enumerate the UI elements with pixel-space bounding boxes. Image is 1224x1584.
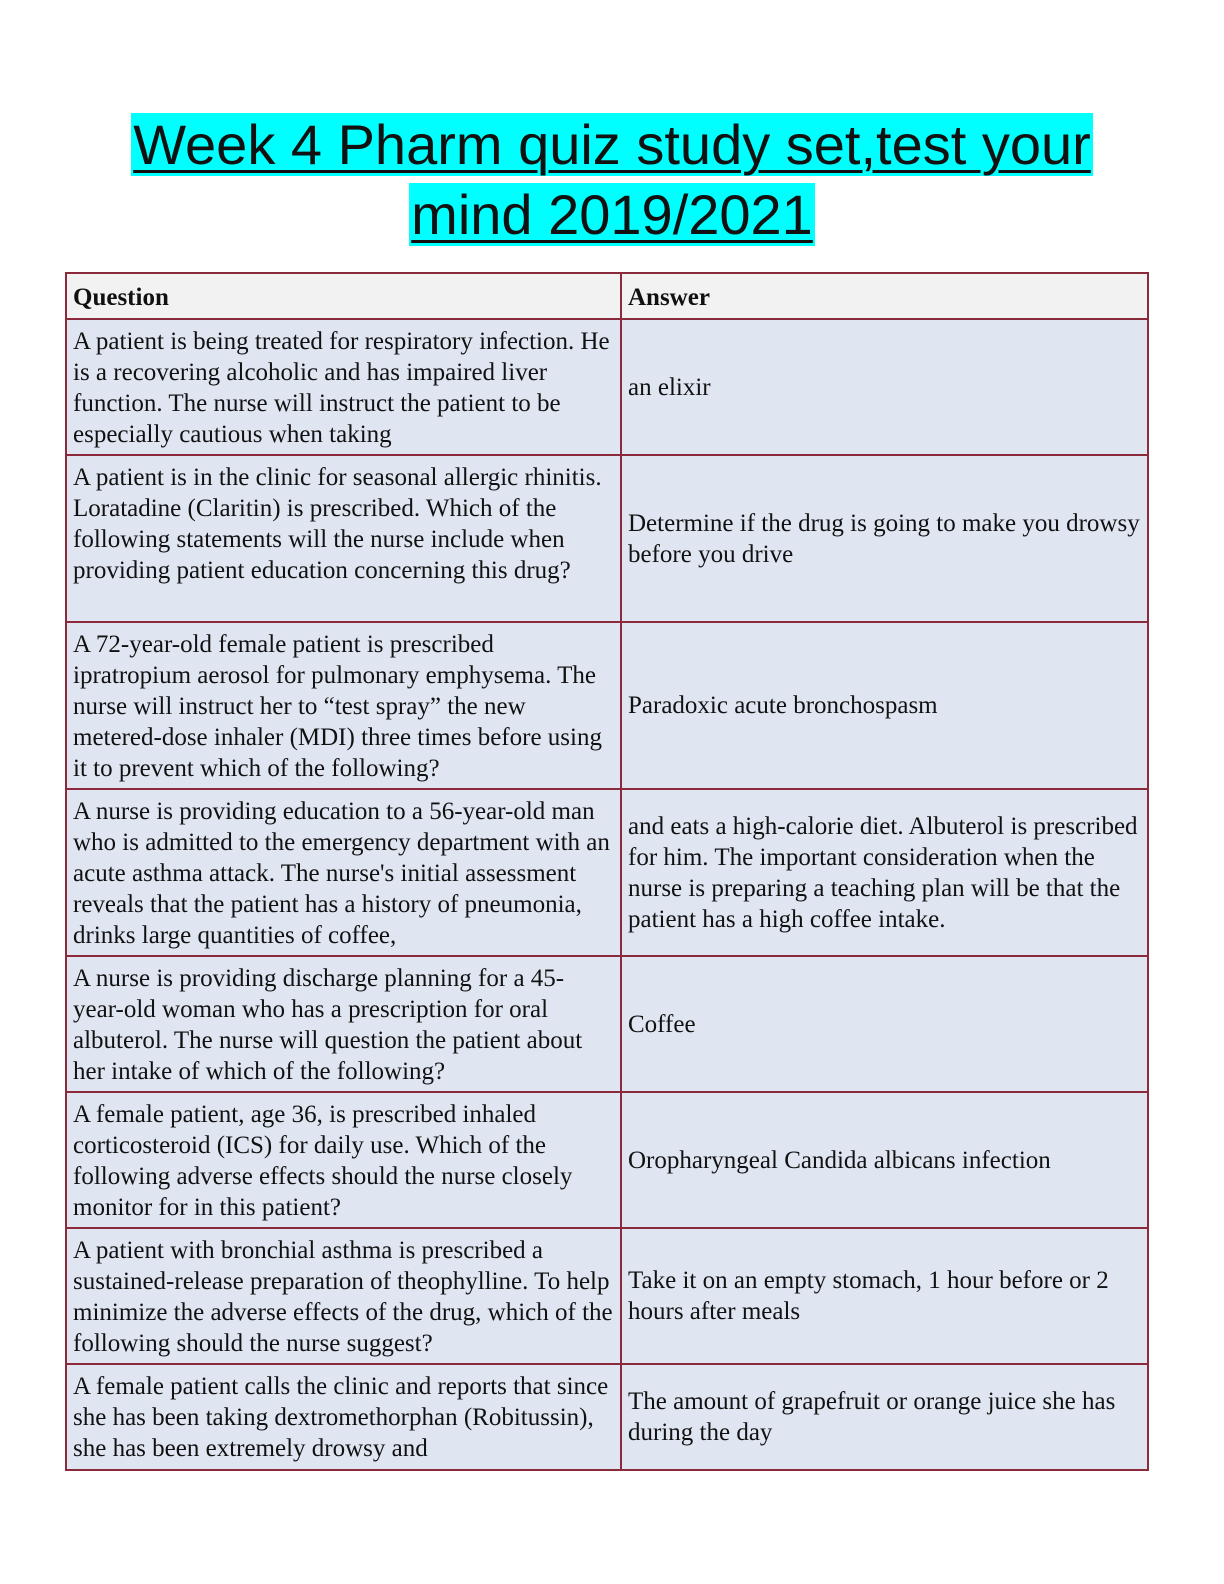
answer-cell: Coffee [621,956,1148,1092]
header-question: Question [66,273,621,319]
question-cell: A patient with bronchial asthma is prescribed a sustained-release preparation of theophylline. To help minimize the adverse effects of the drug, which of the following should the nurse suggest? [66,1228,621,1364]
table-header-row [66,273,1148,319]
qa-table [65,272,1149,1471]
question-cell: A 72-year-old female patient is prescribed ipratropium aerosol for pulmonary emphysema. The nurse will instruct her to “test spray” the new metered-dose inhaler (MDI) three times before using it to prevent which of the following? [66,622,621,789]
answer-cell: The amount of grapefruit or orange juice she has during the day [621,1364,1148,1470]
answer-cell: Take it on an empty stomach, 1 hour before or 2 hours after meals [621,1228,1148,1364]
table-row [66,622,1148,789]
answer-cell: Paradoxic acute bronchospasm [621,622,1148,789]
table-row [66,319,1148,455]
table-row [66,1092,1148,1228]
question-cell: A nurse is providing discharge planning for a 45-year-old woman who has a prescription for oral albuterol. The nurse will question the patient about her intake of which of the following? [66,956,621,1092]
question-cell: A female patient, age 36, is prescribed inhaled corticosteroid (ICS) for daily use. Which of the following adverse effects should the nurse closely monitor for in this patient? [66,1092,621,1228]
title-line-1: Week 4 Pharm quiz study set,test your [133,113,1091,176]
answer-cell: and eats a high-calorie diet. Albuterol is prescribed for him. The important consideration when the nurse is preparing a teaching plan will be that the patient has a high coffee intake. [621,789,1148,956]
answer-cell: Oropharyngeal Candida albicans infection [621,1092,1148,1228]
title-line-2: mind 2019/2021 [411,183,813,246]
table-row [66,789,1148,956]
question-cell: A patient is in the clinic for seasonal allergic rhinitis. Loratadine (Claritin) is prescribed. Which of the following statements will the nurse include when providing patient education concerning this drug? [66,455,621,622]
table-row [66,1228,1148,1364]
question-cell: A nurse is providing education to a 56-year-old man who is admitted to the emergency department with an acute asthma attack. The nurse's initial assessment reveals that the patient has a history of pneumonia, drinks large quantities of coffee, [66,789,621,956]
answer-cell: Determine if the drug is going to make you drowsy before you drive [621,455,1148,622]
table-row [66,1364,1148,1470]
question-cell: A female patient calls the clinic and reports that since she has been taking dextromethorphan (Robitussin), she has been extremely drowsy and [66,1364,621,1470]
question-cell: A patient is being treated for respiratory infection. He is a recovering alcoholic and has impaired liver function. The nurse will instruct the patient to be especially cautious when taking [66,319,621,455]
table-row [66,956,1148,1092]
header-answer: Answer [621,273,1148,319]
answer-cell: an elixir [621,319,1148,455]
document-title [0,110,1224,250]
table-row [66,455,1148,622]
